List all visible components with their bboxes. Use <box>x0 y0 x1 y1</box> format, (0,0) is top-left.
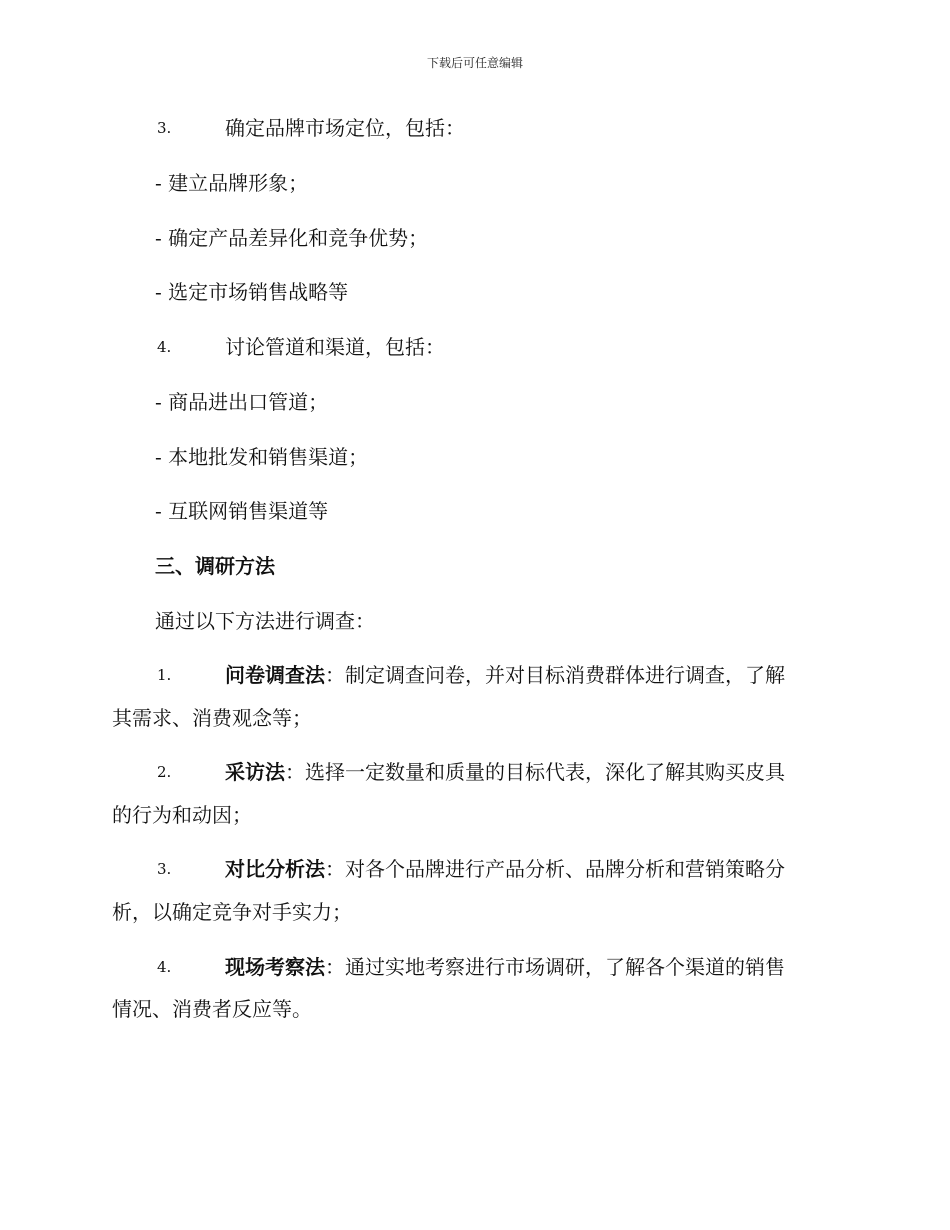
list-text: 确定品牌市场定位，包括： <box>225 116 465 140</box>
method-desc: ：对各个品牌进行产品分析、品牌分析和营销策略分 <box>325 857 785 881</box>
sub-item-text: - 选定市场销售战略等 <box>155 280 349 304</box>
method-desc-cont: 的行为和动因； <box>112 803 252 827</box>
sub-item-text: - 本地批发和销售渠道； <box>155 445 369 469</box>
method-title: 对比分析法 <box>225 857 325 881</box>
method-desc: ：制定调查问卷，并对目标消费群体进行调查，了解 <box>325 663 785 687</box>
list-number: 1. <box>157 666 172 684</box>
sub-item-text: - 确定产品差异化和竞争优势； <box>155 226 429 250</box>
list-number: 4. <box>157 338 172 356</box>
method-title: 采访法 <box>225 760 285 784</box>
section-heading-text: 三、调研方法 <box>155 554 275 578</box>
method-text <box>225 661 785 689</box>
sub-item-text: - 互联网销售渠道等 <box>155 499 329 523</box>
method-desc-cont: 析，以确定竞争对手实力； <box>112 900 352 924</box>
method-desc: ：选择一定数量和质量的目标代表，深化了解其购买皮具 <box>285 760 785 784</box>
method-text <box>225 758 785 786</box>
list-number: 2. <box>157 763 172 781</box>
method-title: 问卷调查法 <box>225 663 325 687</box>
intro-text: 通过以下方法进行调查： <box>155 609 375 633</box>
sub-item-text: - 商品进出口管道； <box>155 390 329 414</box>
page-header: 下载后可任意编辑 <box>426 56 523 70</box>
list-number: 3. <box>157 860 172 878</box>
method-desc-cont: 其需求、消费观念等； <box>112 706 312 730</box>
list-number: 4. <box>157 958 172 976</box>
method-text <box>225 855 785 883</box>
method-title: 现场考察法 <box>225 955 325 979</box>
sub-item-text: - 建立品牌形象； <box>155 171 309 195</box>
method-text <box>225 953 785 981</box>
list-text: 讨论管道和渠道，包括： <box>225 335 445 359</box>
list-number: 3. <box>157 119 172 137</box>
method-desc: ：通过实地考察进行市场调研，了解各个渠道的销售 <box>325 955 785 979</box>
method-desc-cont: 情况、消费者反应等。 <box>112 997 312 1021</box>
